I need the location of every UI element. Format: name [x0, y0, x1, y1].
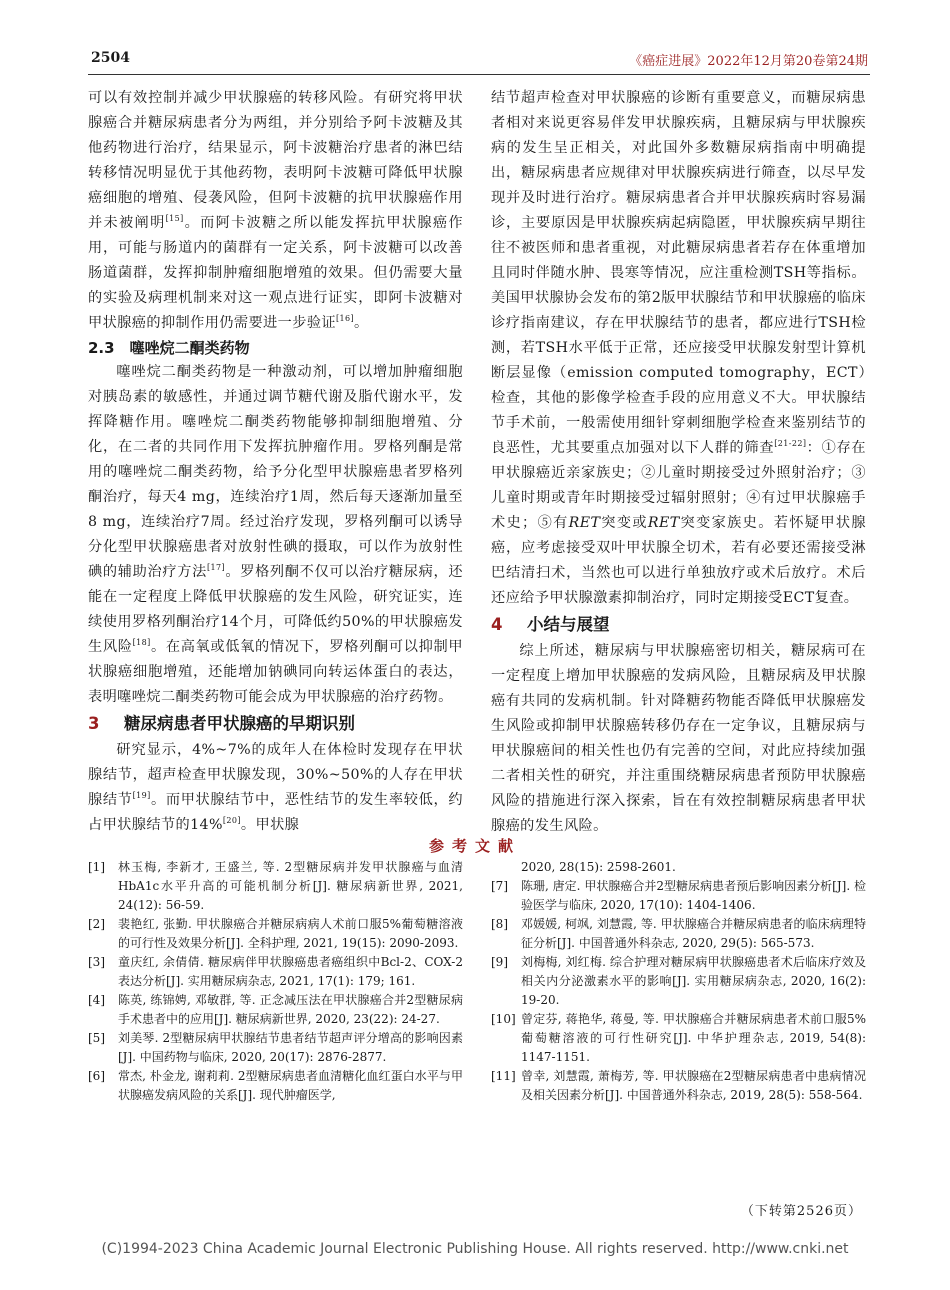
copyright-footer: (C)1994-2023 China Academic Journal Electronic Publishing House. All rights reserved. http://www.cnki.net: [101, 1241, 849, 1257]
paragraph: 研究显示，4%~7%的成年人在体检时发现存在甲状腺结节，超声检查甲状腺发现，30%~50%的人存在甲状腺结节[19]。而甲状腺结节中，恶性结节的发生率较低，约占甲状腺结节的14%[20]。甲状腺: [88, 742, 463, 833]
citation[interactable]: [19]: [132, 791, 151, 800]
reference-item: [11] 曾幸, 刘慧霞, 萧梅芳, 等. 甲状腺癌在2型糖尿病患者中患病情况及相关因素分析[J]. 中国普通外科杂志, 2019, 28(5): 558-564.: [491, 1069, 866, 1102]
reference-continuation: 2020, 28(15): 2598-2601.: [521, 860, 676, 874]
right-column: [491, 86, 866, 839]
gene-name: RET: [568, 515, 601, 531]
section-heading-3: 3 糖尿病患者甲状腺癌的早期识别: [88, 714, 355, 733]
citation[interactable]: [15]: [165, 214, 184, 223]
references-left: [88, 858, 463, 1105]
reference-item: [3] 童庆红, 余倩倩. 糖尿病伴甲状腺癌患者癌组织中Bcl-2、COX-2表达分析[J]. 实用糖尿病杂志, 2021, 17(1): 179; 161.: [88, 955, 463, 988]
citation[interactable]: [16]: [336, 314, 355, 323]
reference-item: [4] 陈英, 练锦娉, 邓敏群, 等. 正念减压法在甲状腺癌合并2型糖尿病手术患者中的应用[J]. 糖尿病新世界, 2020, 23(22): 24-27.: [88, 993, 463, 1026]
reference-item: [7] 陈珊, 唐定. 甲状腺癌合并2型糖尿病患者预后影响因素分析[J]. 检验医学与临床, 2020, 17(10): 1404-1406.: [491, 879, 866, 912]
paragraph: 结节超声检查对甲状腺癌的诊断有重要意义，而糖尿病患者相对来说更容易伴发甲状腺疾病，且糖尿病与甲状腺疾病的发生呈正相关，对此国外多数糖尿病指南中明确提出，糖尿病患者应规律对甲状腺疾病进行筛查，以尽早发现并及时进行治疗。糖尿病患者合并甲状腺疾病时容易漏诊，主要原因是甲状腺疾病起病隐匿，甲状腺疾病早期往往不被医师和患者重视，对此糖尿病患者若存在体重增加且同时伴随水肿、畏寒等情况，应注重检测TSH等指标。美国甲状腺协会发布的第2版甲状腺结节和甲状腺癌的临床诊疗指南建议，存在甲状腺结节的患者，都应进行TSH检测，若TSH水平低于正常，还应接受甲状腺发射型计算机断层显像（emission computed tomography，ECT）检查，其他的影像学检查手段的应用意义不大。甲状腺结节手术前，一般需使用细针穿刺细胞学检查来鉴别结节的良恶性，尤其要重点加强对以下人群的筛查[21-22]：①存在甲状腺癌近亲家族史；②儿童时期接受过外照射治疗；③儿童时期或青年时期接受过辐射照射；④有过甲状腺癌手术史；⑤有RET突变或RET突变家族史。若怀疑甲状腺癌，应考虑接受双叶甲状腺全切术，若有必要还需接受淋巴结清扫术，当然也可以进行单独放疗或术后放疗。术后还应给予甲状腺激素抑制治疗，同时定期接受ECT复查。: [491, 90, 866, 606]
reference-item: [9] 刘梅梅, 刘红梅. 综合护理对糖尿病甲状腺癌患者术后临床疗效及相关内分泌激素水平的影响[J]. 实用糖尿病杂志, 2020, 16(2): 19-20.: [491, 955, 866, 1007]
paragraph: 噻唑烷二酮类药物是一种激动剂，可以增加肿瘤细胞对胰岛素的敏感性，并通过调节糖代谢及脂代谢水平，发挥降糖作用。噻唑烷二酮类药物能够抑制细胞增殖、分化，在二者的共同作用下发挥抗肿瘤作用。罗格列酮是常用的噻唑烷二酮类药物，给予分化型甲状腺癌患者罗格列酮治疗，每天4 mg，连续治疗1周，然后每天逐渐加量至8 mg，连续治疗7周。经过治疗发现，罗格列酮可以诱导分化型甲状腺癌患者对放射性碘的摄取，可以作为放射性碘的辅助治疗方法[17]。罗格列酮不仅可以治疗糖尿病，还能在一定程度上降低甲状腺癌的发生风险，研究证实，连续使用罗格列酮治疗14个月，可降低约50%的甲状腺癌发生风险[18]。在高氧或低氧的情况下，罗格列酮可以抑制甲状腺癌细胞增殖，还能增加钠碘同向转运体蛋白的表达，表明噻唑烷二酮类药物可能会成为甲状腺癌的治疗药物。: [88, 364, 464, 705]
references-title: 参考文献: [428, 837, 521, 855]
reference-item: [1] 林玉梅, 李新才, 王盛兰, 等. 2型糖尿病并发甲状腺癌与血清HbA1c水平升高的可能机制分析[J]. 糖尿病新世界, 2021, 24(12): 56-59.: [88, 860, 463, 912]
journal-header: 《癌症进展》2022年12月第20卷第24期: [629, 54, 868, 69]
citation[interactable]: [18]: [132, 638, 151, 647]
left-column: [88, 86, 463, 838]
page-number: 2504: [91, 50, 130, 66]
paragraph: 综上所述，糖尿病与甲状腺癌密切相关，糖尿病可在一定程度上增加甲状腺癌的发病风险，且糖尿病及甲状腺癌有共同的发病机制。针对降糖药物能否降低甲状腺癌发生风险或抑制甲状腺癌转移仍存在一定争议，且糖尿病与甲状腺癌间的相关性也仍有完善的空间，对此应持续加强二者相关性的研究，并注重围绕糖尿病患者预防甲状腺癌风险的措施进行深入探索，旨在有效控制糖尿病患者甲状腺癌的发生风险。: [491, 643, 866, 834]
section-heading-4: 4 小结与展望: [491, 615, 610, 634]
reference-item: [6] 常杰, 朴金龙, 谢莉莉. 2型糖尿病患者血清糖化血红蛋白水平与甲状腺癌发病风险的关系[J]. 现代肿瘤医学,: [88, 1069, 463, 1102]
citation[interactable]: [17]: [207, 563, 226, 572]
references-right: [491, 858, 866, 1105]
reference-item: [2] 裴艳红, 张勤. 甲状腺癌合并糖尿病病人术前口服5%葡萄糖溶液的可行性及效果分析[J]. 全科护理, 2021, 19(15): 2090-2093.: [88, 917, 463, 950]
section-heading-2-3: 2.3 噻唑烷二酮类药物: [88, 339, 250, 357]
gene-name: RET: [647, 515, 680, 531]
reference-item: [8] 邓媛媛, 柯飒, 刘慧霞, 等. 甲状腺癌合并糖尿病患者的临床病理特征分析[J]. 中国普通外科杂志, 2020, 29(5): 565-573.: [491, 917, 866, 950]
header-rule: [88, 74, 870, 75]
citation[interactable]: [20]: [222, 816, 241, 825]
reference-item: [10] 曾定芬, 蒋艳华, 蒋曼, 等. 甲状腺癌合并糖尿病患者术前口服5%葡萄糖溶液的可行性研究[J]. 中华护理杂志, 2019, 54(8): 1147-1151.: [491, 1012, 866, 1064]
paragraph: 可以有效控制并减少甲状腺癌的转移风险。有研究将甲状腺癌合并糖尿病患者分为两组，并分别给予阿卡波糖及其他药物进行治疗，结果显示，阿卡波糖治疗患者的淋巴结转移情况明显优于其他药物，表明阿卡波糖可降低甲状腺癌细胞的增殖、侵袭风险，但阿卡波糖的抗甲状腺癌作用并未被阐明[15]。而阿卡波糖之所以能发挥抗甲状腺癌作用，可能与肠道内的菌群有一定关系，阿卡波糖可以改善肠道菌群，发挥抑制肿瘤细胞增殖的效果。但仍需要大量的实验及病理机制来对这一观点进行证实，即阿卡波糖对甲状腺癌的抑制作用仍需要进一步验证[16]。: [88, 90, 463, 331]
continued-note: （下转第2526页）: [740, 1204, 862, 1219]
reference-item: [5] 刘美琴. 2型糖尿病甲状腺结节患者结节超声评分增高的影响因素[J]. 中国药物与临床, 2020, 20(17): 2876-2877.: [88, 1031, 463, 1064]
citation[interactable]: [21-22]: [774, 439, 807, 448]
